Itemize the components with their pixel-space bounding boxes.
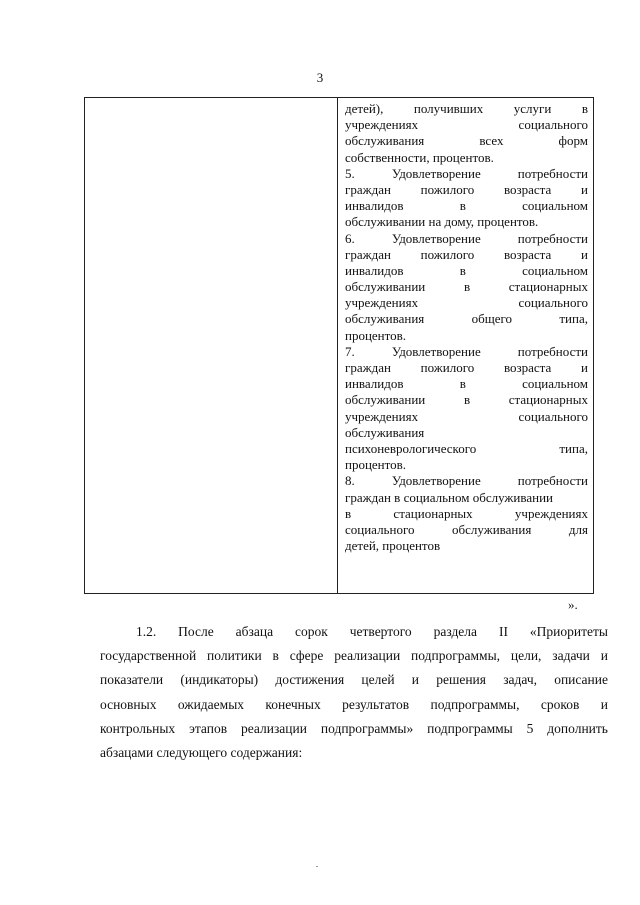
word: в — [581, 101, 588, 116]
text-line — [100, 693, 608, 717]
word: учреждениях — [514, 505, 588, 521]
word: детей, процентов — [345, 538, 441, 554]
text-line — [345, 344, 588, 360]
word: «Приоритеты — [529, 624, 608, 639]
word: граждан — [345, 181, 391, 197]
word: психоневрологического — [345, 440, 477, 456]
text-line — [345, 295, 588, 311]
word: показатели — [100, 672, 164, 688]
word: социальном — [522, 198, 588, 214]
text-line — [345, 311, 588, 327]
word: абзаца — [235, 624, 274, 639]
word: детей), — [345, 101, 384, 116]
word: потребности — [517, 473, 588, 489]
word: получивших — [413, 101, 484, 116]
word: в — [459, 198, 466, 214]
text-line — [345, 328, 588, 344]
word: задач, — [503, 672, 537, 688]
text-line — [345, 117, 588, 133]
word: ожидаемых — [177, 696, 245, 712]
word: основных — [100, 696, 157, 712]
text-line — [345, 182, 588, 198]
word: государственной — [100, 648, 197, 664]
word: обслуживания — [345, 133, 425, 149]
word: реализации — [334, 648, 401, 664]
word: учреждениях — [345, 117, 419, 133]
text-line — [345, 522, 588, 538]
text-line — [345, 392, 588, 408]
text-line — [345, 198, 588, 214]
word: (индикаторы) — [180, 672, 259, 688]
word: и — [411, 672, 420, 688]
word: II — [498, 624, 508, 639]
word: четвертого — [349, 624, 412, 639]
text-line — [345, 214, 588, 230]
word: пожилого — [420, 360, 475, 375]
word: граждан — [345, 246, 391, 262]
word: цели, — [510, 648, 542, 664]
text-line — [345, 490, 588, 506]
word: подпрограммы» — [320, 720, 414, 736]
word: стационарных — [508, 392, 588, 408]
text-line — [345, 166, 588, 182]
word: социального — [518, 295, 588, 311]
text-line — [345, 101, 588, 117]
text-line — [100, 668, 608, 692]
word: сфере — [289, 648, 324, 664]
word: возраста — [503, 360, 552, 375]
word: стационарных — [508, 279, 588, 295]
word: 6. — [345, 230, 355, 246]
word: Удовлетворение — [391, 473, 481, 489]
word: Удовлетворение — [391, 343, 481, 359]
word: в — [459, 376, 466, 392]
text-line — [345, 279, 588, 295]
word: 8. — [345, 473, 355, 489]
word: учреждениях — [345, 295, 419, 311]
word: в — [463, 392, 471, 408]
word: сроков — [540, 696, 580, 712]
word: сорок — [294, 624, 328, 639]
word: Удовлетворение — [391, 165, 481, 181]
word: инвалидов — [345, 376, 404, 392]
word: социального — [518, 408, 588, 424]
word: пожилого — [420, 246, 475, 262]
word: и — [581, 360, 588, 375]
word: абзацами следующего содержания: — [100, 744, 303, 760]
word: раздела — [433, 624, 478, 639]
word: в — [463, 279, 471, 295]
word: решения — [436, 672, 486, 688]
word: обслуживания — [345, 424, 425, 440]
word: социального — [518, 117, 588, 133]
word: и — [581, 181, 588, 197]
word: 1.2. — [136, 624, 157, 639]
text-line — [345, 457, 588, 473]
word: собственности, процентов. — [345, 149, 494, 165]
word: в — [459, 262, 466, 278]
word: возраста — [503, 246, 552, 262]
word: обслуживания — [345, 311, 425, 327]
word: потребности — [517, 165, 588, 181]
text-line — [345, 506, 588, 522]
amendment-paragraph — [100, 620, 608, 765]
word: возраста — [503, 181, 552, 197]
word: социальном — [522, 262, 588, 278]
word: задачи — [552, 648, 590, 664]
word: дополнить — [547, 720, 608, 736]
word: описание — [554, 672, 608, 688]
word: обслуживания — [452, 521, 532, 537]
word: Удовлетворение — [391, 230, 481, 246]
word: подпрограммы, — [430, 696, 520, 712]
word: процентов. — [345, 457, 407, 473]
word: достижения — [275, 672, 345, 688]
word: обслуживании на дому, процентов. — [345, 214, 539, 230]
text-line — [100, 741, 608, 765]
word: этапов — [189, 720, 228, 736]
scan-speck — [316, 866, 318, 867]
word: После — [178, 624, 214, 639]
word: инвалидов — [345, 198, 404, 214]
table-right-cell — [345, 101, 588, 554]
text-line — [345, 441, 588, 457]
text-line — [345, 150, 588, 166]
text-line — [345, 376, 588, 392]
text-line — [345, 133, 588, 149]
text-line — [100, 717, 608, 741]
word: политики — [207, 648, 262, 664]
word: социального — [345, 521, 415, 537]
page-number: 3 — [316, 70, 324, 85]
word: и — [581, 246, 588, 262]
text-line — [345, 473, 588, 489]
word: и — [600, 648, 608, 664]
word: граждан в социальном обслуживании — [345, 489, 553, 505]
word: социальном — [522, 376, 588, 392]
word: потребности — [517, 343, 588, 359]
indicators-table — [84, 97, 594, 594]
word: целей — [361, 672, 395, 688]
word: обслуживании — [345, 392, 426, 408]
word: потребности — [517, 230, 588, 246]
word: учреждениях — [345, 408, 419, 424]
text-line — [100, 620, 608, 644]
text-line — [345, 425, 588, 441]
word: граждан — [345, 360, 391, 375]
word: конечных — [265, 696, 321, 712]
text-line — [345, 231, 588, 247]
word: инвалидов — [345, 262, 404, 278]
closing-quote: ». — [568, 597, 578, 612]
word: подпрограммы — [427, 720, 513, 736]
word: стационарных — [393, 505, 473, 521]
text-line — [345, 538, 588, 554]
word: типа, — [559, 311, 588, 327]
text-line — [100, 644, 608, 668]
word: реализации — [241, 720, 307, 736]
text-line — [345, 360, 588, 376]
word: форм — [558, 133, 588, 149]
word: и — [600, 696, 608, 712]
text-line — [345, 263, 588, 279]
word: в — [345, 505, 352, 521]
word: обслуживании — [345, 279, 426, 295]
word: результатов — [342, 696, 410, 712]
word: 5. — [345, 165, 355, 181]
word: услуги — [513, 101, 552, 116]
word: подпрограммы, — [411, 648, 501, 664]
word: пожилого — [420, 181, 475, 197]
table-left-cell — [85, 98, 338, 593]
word: всех — [479, 133, 504, 149]
word: 5 — [526, 720, 534, 736]
text-line — [345, 409, 588, 425]
word: для — [568, 521, 588, 537]
word: 7. — [345, 343, 355, 359]
word: процентов. — [345, 327, 407, 343]
word: общего — [471, 311, 513, 327]
text-line — [345, 247, 588, 263]
word: в — [272, 648, 279, 664]
word: контрольных — [100, 720, 176, 736]
word: типа, — [559, 440, 588, 456]
